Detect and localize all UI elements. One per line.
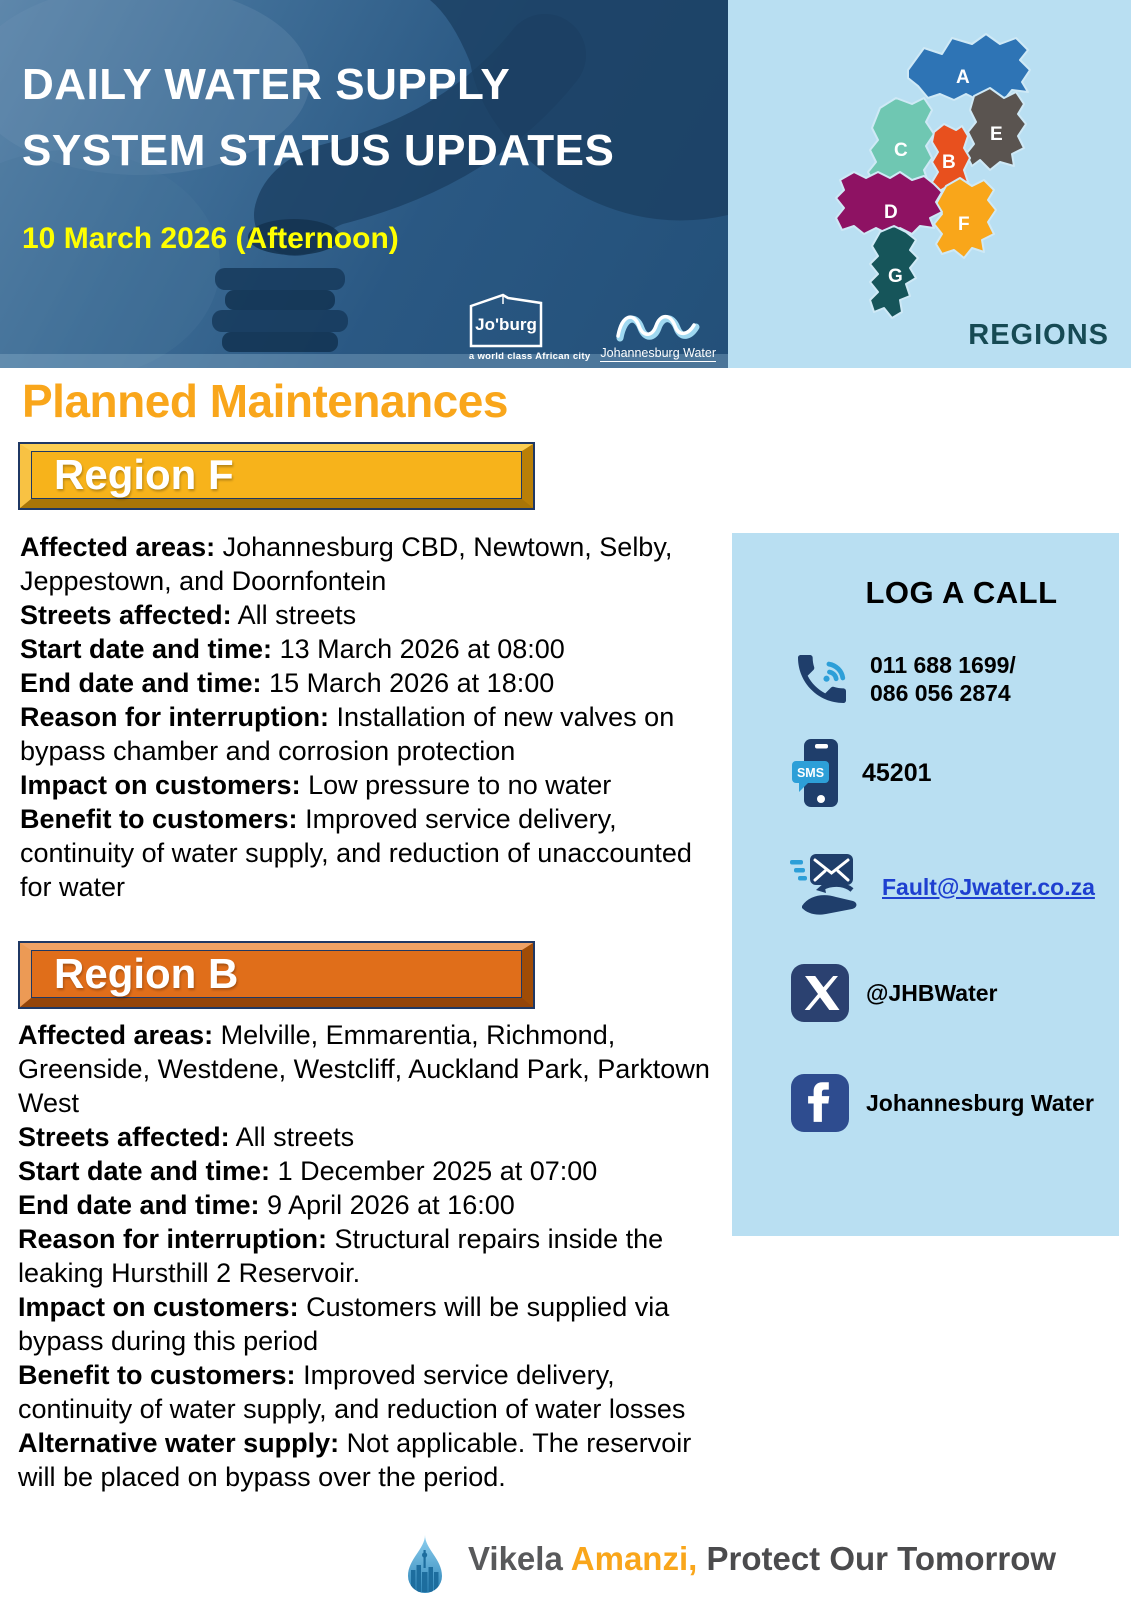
field-end-date xyxy=(18,1188,713,1222)
joburg-tagline: a world class African city xyxy=(468,351,591,362)
field-value: All streets xyxy=(235,1122,355,1152)
field-affected-areas xyxy=(18,1018,713,1120)
email-contact xyxy=(790,847,1119,927)
field-value: 9 April 2026 at 16:00 xyxy=(267,1190,515,1220)
phone-contact xyxy=(790,647,1119,711)
field-label: Streets affected: xyxy=(20,600,232,630)
field-value: All streets xyxy=(237,600,357,630)
field-value: Improved service delivery, continuity of water supply, and reduction of unaccounted for water xyxy=(20,804,692,902)
region-f-details xyxy=(20,530,715,904)
map-label-e: E xyxy=(990,124,1003,145)
field-label: Reason for interruption: xyxy=(20,702,329,732)
email-link[interactable]: Fault@Jwater.co.za xyxy=(882,873,1095,900)
field-value: Low pressure to no water xyxy=(308,770,612,800)
field-label: Alternative water supply: xyxy=(18,1428,340,1458)
sms-contact xyxy=(790,735,1119,811)
field-label: Streets affected: xyxy=(18,1122,230,1152)
field-label: Affected areas: xyxy=(20,532,216,562)
logo-group xyxy=(469,292,716,362)
slogan-amanzi: Amanzi, xyxy=(570,1540,698,1577)
field-label: Impact on customers: xyxy=(18,1292,299,1322)
slogan-vikela: Vikela xyxy=(468,1540,563,1577)
field-impact xyxy=(20,768,715,802)
region-b-banner xyxy=(18,941,535,1009)
regions-caption: REGIONS xyxy=(968,319,1109,351)
jw-logo-text: Johannesburg Water xyxy=(600,346,716,360)
field-streets-affected xyxy=(18,1120,713,1154)
field-label: End date and time: xyxy=(18,1190,260,1220)
map-label-g: G xyxy=(888,266,903,287)
report-title-line1: DAILY WATER SUPPLY xyxy=(22,60,511,109)
joburg-logo-icon xyxy=(469,292,543,348)
field-value: 1 December 2025 at 07:00 xyxy=(277,1156,598,1186)
log-a-call-panel xyxy=(732,533,1119,1236)
field-value: 13 March 2026 at 08:00 xyxy=(279,634,565,664)
map-label-b: B xyxy=(942,152,956,173)
jw-wave-icon xyxy=(610,304,706,346)
field-benefit xyxy=(20,802,715,904)
report-title xyxy=(22,52,614,184)
field-value: Structural repairs inside the leaking Hursthill 2 Reservoir. xyxy=(18,1224,664,1288)
contact-list xyxy=(732,647,1119,1135)
joburg-logo xyxy=(469,292,591,362)
map-label-d: D xyxy=(884,202,898,223)
field-reason xyxy=(20,700,715,768)
map-label-f: F xyxy=(958,214,970,235)
footer-slogan xyxy=(468,1540,1056,1578)
field-value: Not applicable. The reservoir will be placed on bypass over the period. xyxy=(18,1428,692,1492)
sms-icon-label: SMS xyxy=(796,766,825,780)
sms-icon xyxy=(790,735,846,811)
region-b-details xyxy=(18,1018,713,1494)
phone-numbers xyxy=(870,651,1016,707)
facebook-contact xyxy=(790,1071,1119,1135)
x-contact xyxy=(790,961,1119,1025)
field-reason xyxy=(18,1222,713,1290)
header-banner xyxy=(0,0,728,368)
field-streets-affected xyxy=(20,598,715,632)
planned-maintenances-title: Planned Maintenances xyxy=(22,375,508,427)
report-title-line2: SYSTEM STATUS UPDATES xyxy=(22,126,615,175)
field-label: End date and time: xyxy=(20,668,262,698)
johannesburg-water-logo xyxy=(600,304,716,362)
field-affected-areas xyxy=(20,530,715,598)
region-b-banner-label: Region B xyxy=(54,950,239,997)
field-alternative-supply xyxy=(18,1426,713,1494)
sms-number: 45201 xyxy=(862,759,932,787)
phone-line1: 011 688 1699/ xyxy=(870,652,1016,678)
field-impact xyxy=(18,1290,713,1358)
region-f-banner xyxy=(18,442,535,510)
map-label-a: A xyxy=(956,67,970,88)
field-value: 15 March 2026 at 18:00 xyxy=(269,668,555,698)
facebook-name: Johannesburg Water xyxy=(866,1090,1094,1116)
field-value: Johannesburg CBD, Newtown, Selby, Jeppestown, and Doornfontein xyxy=(20,532,673,596)
field-value: Improved service delivery, continuity of water supply, and reduction of water losses xyxy=(18,1360,686,1424)
field-start-date xyxy=(20,632,715,666)
field-label: Benefit to customers: xyxy=(18,1360,296,1390)
region-f-banner-label: Region F xyxy=(54,451,234,498)
facebook-icon xyxy=(790,1073,850,1133)
phone-icon xyxy=(790,647,854,711)
field-label: Reason for interruption: xyxy=(18,1224,327,1254)
field-value: Installation of new valves on bypass chamber and corrosion protection xyxy=(20,702,675,766)
regions-map xyxy=(728,0,1131,368)
slogan-protect: Protect Our Tomorrow xyxy=(706,1540,1057,1577)
joburg-logo-text: Jo'burg xyxy=(475,315,537,334)
field-value: Customers will be supplied via bypass during this period xyxy=(18,1292,670,1356)
map-label-c: C xyxy=(894,140,908,161)
email-icon xyxy=(790,852,866,922)
field-label: Start date and time: xyxy=(18,1156,271,1186)
field-label: Impact on customers: xyxy=(20,770,301,800)
field-end-date xyxy=(20,666,715,700)
regions-map-panel xyxy=(728,0,1131,368)
phone-line2: 086 056 2874 xyxy=(870,680,1011,706)
x-icon xyxy=(790,963,850,1023)
field-value: Melville, Emmarentia, Richmond, Greenside, Westdene, Westcliff, Auckland Park, Parktown West xyxy=(18,1020,710,1118)
field-label: Benefit to customers: xyxy=(20,804,298,834)
log-a-call-title: LOG A CALL xyxy=(865,575,1058,610)
field-label: Affected areas: xyxy=(18,1020,214,1050)
x-handle: @JHBWater xyxy=(866,980,998,1006)
field-start-date xyxy=(18,1154,713,1188)
report-date: 10 March 2026 (Afternoon) xyxy=(22,222,399,255)
field-benefit xyxy=(18,1358,713,1426)
field-label: Start date and time: xyxy=(20,634,273,664)
water-drop-icon xyxy=(403,1534,447,1600)
